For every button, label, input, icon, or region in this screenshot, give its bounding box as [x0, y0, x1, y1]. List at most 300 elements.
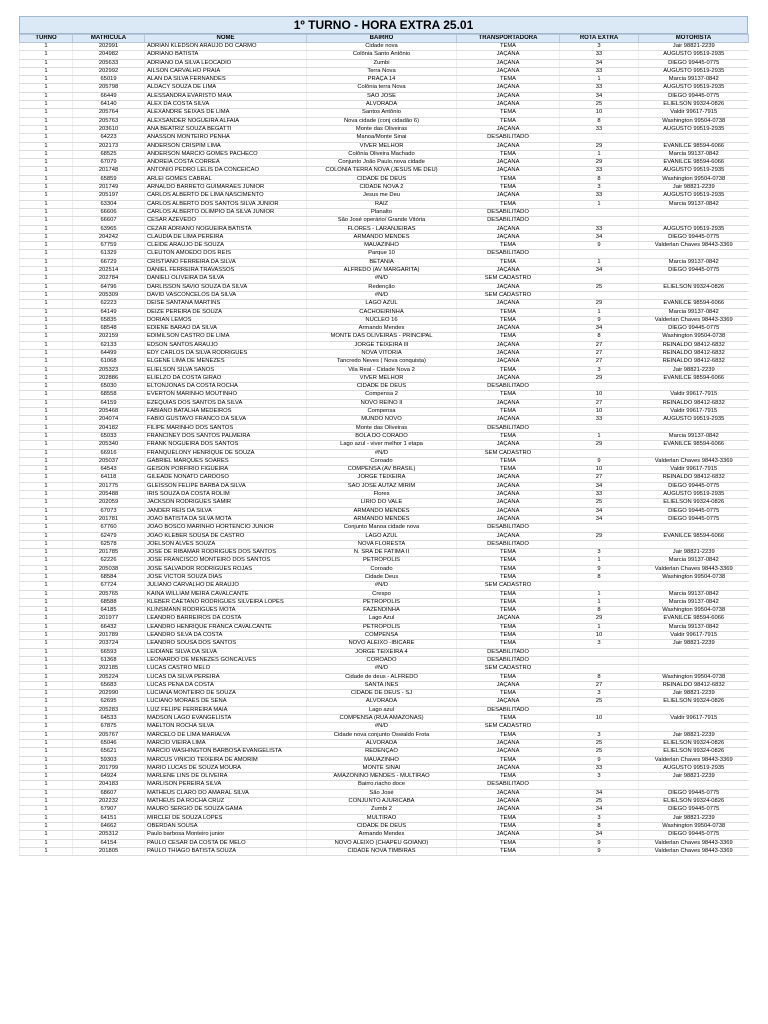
cell-turno: 1 — [20, 408, 73, 416]
cell-transportadora: TEMA — [457, 557, 560, 565]
cell-bairro: COMPENSA — [307, 632, 457, 640]
cell-turno: 1 — [20, 125, 73, 133]
cell-bairro: Coroado — [307, 565, 457, 573]
cell-matricula: 205468 — [73, 408, 145, 416]
cell-bairro: #N/D — [307, 665, 457, 673]
cell-transportadora: TEMA — [457, 839, 560, 847]
cell-transportadora: JAÇANA — [457, 416, 560, 424]
cell-rota-extra — [560, 383, 639, 391]
cell-transportadora: JAÇANA — [457, 748, 560, 756]
table-row — [20, 789, 749, 797]
cell-transportadora: JAÇANA — [457, 159, 560, 167]
cell-rota-extra: 29 — [560, 300, 639, 308]
cell-nome: PAULO CESAR DA COSTA DE MELO — [145, 839, 307, 847]
cell-rota-extra: 8 — [560, 117, 639, 125]
cell-transportadora: TEMA — [457, 640, 560, 648]
table-row — [20, 466, 749, 474]
cell-matricula: 62479 — [73, 532, 145, 540]
cell-turno: 1 — [20, 200, 73, 208]
cell-transportadora: JAÇANA — [457, 84, 560, 92]
cell-motorista: Valderlan Chaves 98443-3369 — [639, 242, 749, 250]
cell-motorista: ELIELSON 99324-0826 — [639, 748, 749, 756]
cell-bairro: ARMANDO MENDES — [307, 507, 457, 515]
cell-turno: 1 — [20, 84, 73, 92]
cell-rota-extra: 1 — [560, 258, 639, 266]
table-row — [20, 200, 749, 208]
cell-nome: LEANDRO SOUSA DOS SANTOS — [145, 640, 307, 648]
cell-transportadora: JAÇANA — [457, 300, 560, 308]
cell-matricula: 205798 — [73, 84, 145, 92]
cell-matricula: 65019 — [73, 76, 145, 84]
cell-nome: DANIEL FERREIRA TRAVASSOS — [145, 267, 307, 275]
cell-bairro: COLONIA TERRA NOVA (JESUS ME DEU) — [307, 167, 457, 175]
cell-rota-extra: 34 — [560, 233, 639, 241]
cell-motorista: Valderlan Chaves 98443-3369 — [639, 316, 749, 324]
cell-rota-extra — [560, 781, 639, 789]
cell-turno: 1 — [20, 59, 73, 67]
cell-nome: JOSÉ SALVADOR RODRIGUES ROJAS — [145, 565, 307, 573]
cell-turno: 1 — [20, 706, 73, 714]
cell-motorista — [639, 582, 749, 590]
cell-rota-extra: 1 — [560, 432, 639, 440]
cell-bairro: Cidade nova — [307, 43, 457, 51]
table-row — [20, 648, 749, 656]
cell-turno: 1 — [20, 831, 73, 839]
table-row — [20, 125, 749, 133]
cell-rota-extra: 8 — [560, 673, 639, 681]
cell-bairro: PRAÇA 14 — [307, 76, 457, 84]
cell-matricula: 205037 — [73, 457, 145, 465]
cell-transportadora: SEM CADASTRO — [457, 582, 560, 590]
cell-transportadora: JAÇANA — [457, 789, 560, 797]
cell-turno: 1 — [20, 142, 73, 150]
cell-nome: JANDER REIS DA SILVA — [145, 507, 307, 515]
cell-nome: ARNALDO BARRETO GUIMARAES JUNIOR — [145, 184, 307, 192]
cell-motorista: Washington 99504-0738 — [639, 822, 749, 830]
cell-turno: 1 — [20, 424, 73, 432]
cell-turno: 1 — [20, 806, 73, 814]
cell-turno: 1 — [20, 731, 73, 739]
cell-turno: 1 — [20, 524, 73, 532]
cell-nome: CLAUDIA DE LIMA PEREIRA — [145, 233, 307, 241]
cell-rota-extra: 34 — [560, 92, 639, 100]
cell-bairro: RAIZ — [307, 200, 457, 208]
cell-matricula: 68548 — [73, 325, 145, 333]
cell-motorista — [639, 275, 749, 283]
cell-turno: 1 — [20, 134, 73, 142]
cell-transportadora: JAÇANA — [457, 399, 560, 407]
cell-transportadora: TEMA — [457, 565, 560, 573]
cell-matricula: 62226 — [73, 557, 145, 565]
cell-turno: 1 — [20, 291, 73, 299]
cell-bairro: NOVO REINO II — [307, 399, 457, 407]
cell-matricula: 201785 — [73, 549, 145, 557]
cell-bairro: Manoa/Monte Sinai — [307, 134, 457, 142]
cell-motorista — [639, 250, 749, 258]
cell-transportadora: TEMA — [457, 43, 560, 51]
cell-nome: JOSE VICTOR SOUZA DIAS — [145, 574, 307, 582]
cell-matricula: 66916 — [73, 449, 145, 457]
cell-transportadora: TEMA — [457, 432, 560, 440]
cell-matricula: 201789 — [73, 632, 145, 640]
cell-matricula: 65683 — [73, 681, 145, 689]
cell-bairro: Planalto — [307, 208, 457, 216]
cell-turno: 1 — [20, 316, 73, 324]
cell-nome: Paulo barbosa Monteiro junior — [145, 831, 307, 839]
sheet-title: 1º TURNO - HORA EXTRA 25.01 — [19, 16, 748, 34]
cell-bairro: JORGE TEIXEIRA 4 — [307, 648, 457, 656]
cell-motorista — [639, 706, 749, 714]
cell-matricula: 204982 — [73, 51, 145, 59]
cell-nome: MATHEUS DA ROCHA CRUZ — [145, 798, 307, 806]
cell-matricula: 205340 — [73, 441, 145, 449]
cell-nome: FÁBIO GUSTAVO FRANCO DA SILVA — [145, 416, 307, 424]
cell-nome: CEZAR ADRIANO NOGUEIRA BATISTA — [145, 225, 307, 233]
table-row — [20, 590, 749, 598]
cell-nome: MARCIO WASHINGTON BARBOSA EVANGELISTA — [145, 748, 307, 756]
cell-motorista: Valdir 99617-7915 — [639, 109, 749, 117]
cell-motorista: REINALDO 98412-6832 — [639, 349, 749, 357]
cell-transportadora: TEMA — [457, 117, 560, 125]
cell-matricula: 62578 — [73, 540, 145, 548]
cell-motorista: AUGUSTO 99519-2935 — [639, 225, 749, 233]
cell-bairro: Santos Antônio — [307, 109, 457, 117]
table-row — [20, 515, 749, 523]
cell-rota-extra: 33 — [560, 491, 639, 499]
cell-turno: 1 — [20, 399, 73, 407]
cell-bairro: SANTA INÊS — [307, 681, 457, 689]
cell-motorista: Jair 98821-2239 — [639, 814, 749, 822]
table-row — [20, 806, 749, 814]
cell-bairro: LAGO AZUL — [307, 532, 457, 540]
cell-bairro: Colônia terra Nova — [307, 84, 457, 92]
cell-rota-extra: 27 — [560, 399, 639, 407]
cell-turno: 1 — [20, 623, 73, 631]
cell-rota-extra: 3 — [560, 43, 639, 51]
cell-motorista: DIEGO 99445-0775 — [639, 789, 749, 797]
cell-nome: DAVID VASCONCELOS DA SILVA — [145, 291, 307, 299]
cell-motorista: Marcia 99137-0842 — [639, 432, 749, 440]
table-row — [20, 665, 749, 673]
cell-rota-extra: 9 — [560, 839, 639, 847]
cell-rota-extra: 34 — [560, 482, 639, 490]
cell-transportadora: TEMA — [457, 822, 560, 830]
cell-motorista — [639, 656, 749, 664]
cell-matricula: 63965 — [73, 225, 145, 233]
cell-turno: 1 — [20, 598, 73, 606]
cell-nome: ARLEI GOMES CABRAL — [145, 175, 307, 183]
cell-nome: DEISE SANTANA MARTINS — [145, 300, 307, 308]
cell-motorista: Valdir 99617-7915 — [639, 391, 749, 399]
table-body — [20, 43, 749, 856]
cell-matricula: 66729 — [73, 258, 145, 266]
cell-transportadora: JAÇANA — [457, 739, 560, 747]
cell-matricula: 205488 — [73, 491, 145, 499]
cell-transportadora: JAÇANA — [457, 349, 560, 357]
cell-transportadora: TEMA — [457, 756, 560, 764]
cell-turno: 1 — [20, 574, 73, 582]
cell-transportadora: JAÇANA — [457, 192, 560, 200]
cell-turno: 1 — [20, 92, 73, 100]
table-row — [20, 308, 749, 316]
cell-matricula: 201749 — [73, 184, 145, 192]
cell-nome: ANTONIO PEDRO LELIS DA CONCEICAO — [145, 167, 307, 175]
cell-transportadora: DESABILITADO — [457, 424, 560, 432]
cell-rota-extra: 34 — [560, 267, 639, 275]
table-row — [20, 358, 749, 366]
cell-transportadora: JAÇANA — [457, 532, 560, 540]
cell-motorista — [639, 648, 749, 656]
cell-rota-extra — [560, 134, 639, 142]
cell-motorista: Valdir 99617-7915 — [639, 466, 749, 474]
cell-turno: 1 — [20, 482, 73, 490]
cell-nome: ALDACY SOUZA DE LIMA — [145, 84, 307, 92]
cell-nome: ALEXANDRE SEIXAS DE LIMA — [145, 109, 307, 117]
cell-rota-extra: 29 — [560, 441, 639, 449]
table-row — [20, 673, 749, 681]
cell-transportadora: JAÇANA — [457, 507, 560, 515]
cell-nome: ELGENE LIMA DE MENEZES — [145, 358, 307, 366]
cell-rota-extra: 9 — [560, 457, 639, 465]
cell-transportadora: JAÇANA — [457, 491, 560, 499]
cell-nome: CARLOS ALBERTO OLIMPIO DA SILVA JUNIOR — [145, 208, 307, 216]
cell-motorista — [639, 723, 749, 731]
cell-bairro: Compensa — [307, 408, 457, 416]
cell-motorista: AUGUSTO 99519-2935 — [639, 416, 749, 424]
table-row — [20, 491, 749, 499]
table-row — [20, 656, 749, 664]
cell-transportadora: TEMA — [457, 549, 560, 557]
table-row — [20, 432, 749, 440]
cell-transportadora: JAÇANA — [457, 474, 560, 482]
cell-transportadora: JAÇANA — [457, 441, 560, 449]
cell-matricula: 203610 — [73, 125, 145, 133]
cell-matricula: 64140 — [73, 101, 145, 109]
cell-motorista: DIEGO 99445-0775 — [639, 482, 749, 490]
cell-turno: 1 — [20, 739, 73, 747]
cell-rota-extra: 1 — [560, 76, 639, 84]
header-rota-extra: ROTA EXTRA — [560, 35, 639, 43]
cell-nome: EDY CARLOS DA SILVA RODRIGUES — [145, 349, 307, 357]
cell-bairro: CIDADE NOVA 2 — [307, 184, 457, 192]
cell-nome: DEIZE PEREIRA DE SOUZA — [145, 308, 307, 316]
cell-rota-extra: 10 — [560, 109, 639, 117]
cell-matricula: 67073 — [73, 507, 145, 515]
cell-turno: 1 — [20, 515, 73, 523]
cell-turno: 1 — [20, 565, 73, 573]
cell-rota-extra: 9 — [560, 565, 639, 573]
cell-turno: 1 — [20, 167, 73, 175]
cell-transportadora: SEM CADASTRO — [457, 665, 560, 673]
cell-nome: FRANCINEY DOS SANTOS PALMEIRA — [145, 432, 307, 440]
cell-bairro: São José operário/ Grande Vitória — [307, 217, 457, 225]
cell-turno: 1 — [20, 665, 73, 673]
cell-motorista: Jair 98821-2239 — [639, 731, 749, 739]
cell-rota-extra — [560, 424, 639, 432]
cell-turno: 1 — [20, 839, 73, 847]
cell-motorista: AUGUSTO 99519-2935 — [639, 764, 749, 772]
cell-bairro: NOVA VITORIA — [307, 349, 457, 357]
table-row — [20, 723, 749, 731]
cell-nome: AILSON CARVALHO PRAIA — [145, 67, 307, 75]
cell-matricula: 62695 — [73, 698, 145, 706]
cell-nome: MAELTON ROCHA SILVA — [145, 723, 307, 731]
table-row — [20, 748, 749, 756]
cell-transportadora: DESABILITADO — [457, 217, 560, 225]
cell-turno: 1 — [20, 507, 73, 515]
table-row — [20, 540, 749, 548]
cell-rota-extra: 25 — [560, 499, 639, 507]
cell-bairro: N. SRA DE FATIMA II — [307, 549, 457, 557]
cell-motorista: Jair 98821-2239 — [639, 184, 749, 192]
cell-turno: 1 — [20, 109, 73, 117]
cell-rota-extra: 25 — [560, 101, 639, 109]
cell-transportadora: TEMA — [457, 731, 560, 739]
cell-nome: CRISTIANO FERREIRA DA SILVA — [145, 258, 307, 266]
cell-turno: 1 — [20, 349, 73, 357]
cell-nome: GILEADE NONATO CARDOSO — [145, 474, 307, 482]
cell-turno: 1 — [20, 416, 73, 424]
cell-nome: EDSON SANTOS ARAUJO — [145, 341, 307, 349]
cell-matricula: 66607 — [73, 217, 145, 225]
table-row — [20, 847, 749, 855]
cell-rota-extra: 29 — [560, 615, 639, 623]
cell-transportadora: JAÇANA — [457, 59, 560, 67]
cell-transportadora: JAÇANA — [457, 374, 560, 382]
cell-matricula: 204242 — [73, 233, 145, 241]
cell-matricula: 66606 — [73, 208, 145, 216]
cell-matricula: 65030 — [73, 383, 145, 391]
cell-turno: 1 — [20, 640, 73, 648]
cell-bairro: Cidade Deus — [307, 574, 457, 582]
cell-rota-extra: 33 — [560, 192, 639, 200]
cell-matricula: 201775 — [73, 482, 145, 490]
cell-turno: 1 — [20, 474, 73, 482]
cell-matricula: 64151 — [73, 814, 145, 822]
cell-motorista: Washington 99504-0738 — [639, 333, 749, 341]
table-row — [20, 532, 749, 540]
cell-turno: 1 — [20, 798, 73, 806]
cell-motorista: Marcia 99137-0842 — [639, 200, 749, 208]
cell-nome: JOSE DE RIBAMAR RODRIGUES DOS SANTOS — [145, 549, 307, 557]
table-row — [20, 349, 749, 357]
cell-nome: KLEBER CAETANO RODRIGUES SILVEIRA LOPES — [145, 598, 307, 606]
cell-motorista: Valderlan Chaves 98443-3369 — [639, 565, 749, 573]
cell-transportadora: JAÇANA — [457, 831, 560, 839]
cell-motorista: Marcia 99137-0842 — [639, 557, 749, 565]
cell-matricula: 61329 — [73, 250, 145, 258]
cell-nome: ADRIANO BATISTA — [145, 51, 307, 59]
cell-rota-extra: 3 — [560, 773, 639, 781]
cell-bairro: #N/D — [307, 449, 457, 457]
cell-bairro: PETROPOLIS — [307, 557, 457, 565]
cell-transportadora: TEMA — [457, 200, 560, 208]
table-row — [20, 250, 749, 258]
cell-matricula: 205633 — [73, 59, 145, 67]
cell-motorista — [639, 665, 749, 673]
cell-matricula: 202514 — [73, 267, 145, 275]
cell-bairro: Jesus me Deu — [307, 192, 457, 200]
cell-matricula: 62223 — [73, 300, 145, 308]
cell-matricula: 66593 — [73, 648, 145, 656]
cell-nome: MATHEUS CLARO DO AMARAL SILVA — [145, 789, 307, 797]
cell-rota-extra — [560, 250, 639, 258]
cell-rota-extra — [560, 524, 639, 532]
cell-rota-extra: 27 — [560, 358, 639, 366]
cell-turno: 1 — [20, 267, 73, 275]
cell-turno: 1 — [20, 250, 73, 258]
cell-motorista: DIEGO 99445-0775 — [639, 325, 749, 333]
cell-transportadora: TEMA — [457, 607, 560, 615]
cell-bairro: Crespo — [307, 590, 457, 598]
cell-turno: 1 — [20, 549, 73, 557]
cell-nome: MARCIO VIEIRA LIMA — [145, 739, 307, 747]
cell-transportadora: JAÇANA — [457, 101, 560, 109]
table-row — [20, 773, 749, 781]
cell-transportadora: JAÇANA — [457, 499, 560, 507]
cell-matricula: 65835 — [73, 316, 145, 324]
cell-matricula: 202185 — [73, 665, 145, 673]
cell-transportadora: SEM CADASTRO — [457, 275, 560, 283]
cell-bairro: Nova cidade (conj cidadão 6) — [307, 117, 457, 125]
table-row — [20, 474, 749, 482]
table-row — [20, 275, 749, 283]
cell-turno: 1 — [20, 233, 73, 241]
cell-bairro: Lago Azul — [307, 615, 457, 623]
cell-bairro: Bairro.riacho doce — [307, 781, 457, 789]
cell-motorista: Jair 98821-2239 — [639, 773, 749, 781]
cell-matricula: 201748 — [73, 167, 145, 175]
cell-bairro: CIDADE DE DEUS — [307, 383, 457, 391]
cell-transportadora: TEMA — [457, 242, 560, 250]
cell-matricula: 64118 — [73, 474, 145, 482]
cell-motorista: Marcia 99137-0842 — [639, 598, 749, 606]
cell-matricula: 204074 — [73, 416, 145, 424]
cell-bairro: COROADO — [307, 656, 457, 664]
cell-motorista: ELIELSON 99324-0826 — [639, 499, 749, 507]
cell-rota-extra: 1 — [560, 200, 639, 208]
cell-motorista: Washington 99504-0738 — [639, 175, 749, 183]
cell-turno: 1 — [20, 441, 73, 449]
cell-nome: JACKSON RODRIGUES SAMIR — [145, 499, 307, 507]
cell-matricula: 201799 — [73, 764, 145, 772]
cell-nome: EZEQUIAS DOS SANTOS DA SILVA — [145, 399, 307, 407]
cell-turno: 1 — [20, 258, 73, 266]
table-row — [20, 482, 749, 490]
cell-turno: 1 — [20, 175, 73, 183]
cell-matricula: 64149 — [73, 308, 145, 316]
table-row — [20, 598, 749, 606]
cell-matricula: 202232 — [73, 798, 145, 806]
cell-transportadora: TEMA — [457, 598, 560, 606]
cell-nome: LUCAS PENA DA COSTA — [145, 681, 307, 689]
cell-motorista: ELIELSON 99324-0826 — [639, 798, 749, 806]
cell-bairro: MUNDO NOVO — [307, 416, 457, 424]
cell-motorista — [639, 424, 749, 432]
cell-nome: ANDERSON CRISPIM LIMA — [145, 142, 307, 150]
cell-transportadora: TEMA — [457, 466, 560, 474]
cell-turno: 1 — [20, 557, 73, 565]
cell-matricula: 65859 — [73, 175, 145, 183]
cell-bairro: NUCLEO 16 — [307, 316, 457, 324]
header-turno: TURNO — [20, 35, 73, 43]
cell-transportadora: TEMA — [457, 632, 560, 640]
cell-motorista: DIEGO 99445-0775 — [639, 515, 749, 523]
cell-motorista: EVANILCE 98594-6066 — [639, 532, 749, 540]
table-row — [20, 441, 749, 449]
cell-matricula: 64543 — [73, 466, 145, 474]
cell-matricula: 63304 — [73, 200, 145, 208]
